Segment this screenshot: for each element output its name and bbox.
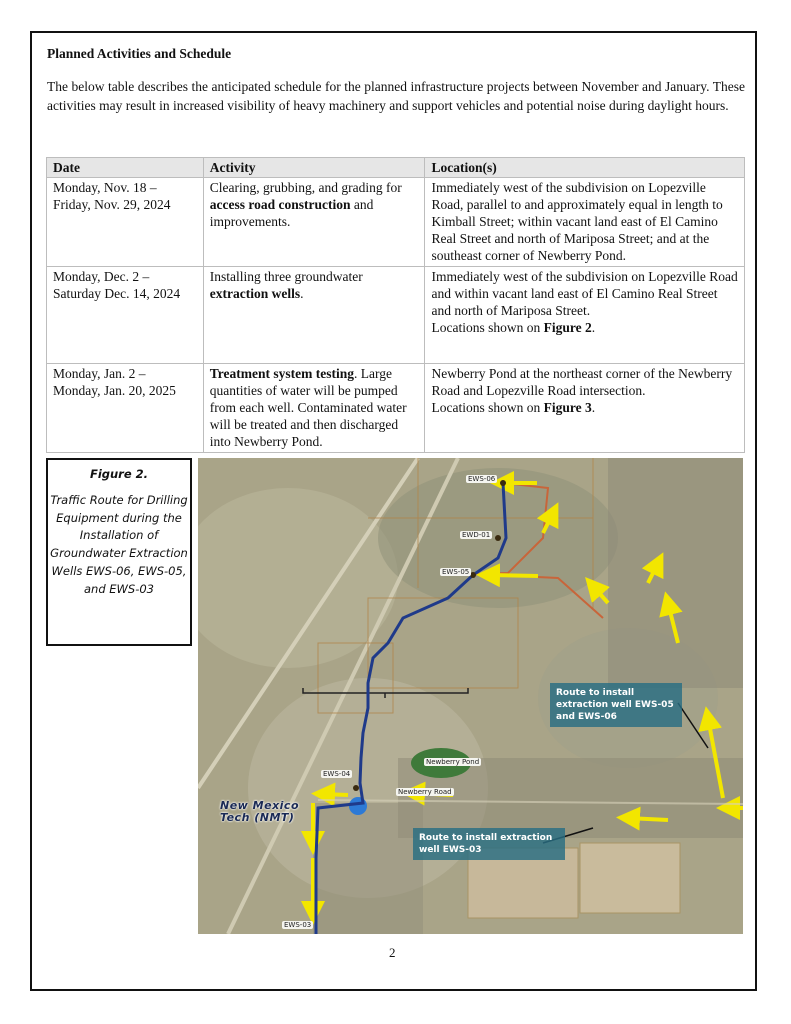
intro-paragraph: The below table describes the anticipated schedule for the planned infrastructure projects between November and January. These activities may result in increased visibility of heavy machinery and support vehicles and potential noise during daylight hours.	[47, 79, 745, 113]
table-header-row	[47, 158, 745, 178]
activity-cell: Treatment system testing. Large quantities of water will be pumped from each well. Contaminated water will be treated and then discharged into Newberry Pond.	[203, 364, 425, 453]
figure-reference: Figure 3	[543, 400, 592, 415]
figure-title: Figure 2.	[89, 467, 149, 481]
callout-route-ews-03: Route to install extraction well EWS-03	[413, 828, 565, 860]
figure-caption-box	[46, 458, 192, 646]
callout-route-ews-05-06: Route to install extraction well EWS-05 and EWS-06	[550, 683, 682, 727]
location-cell: Immediately west of the subdivision on Lopezville Road, parallel to and approximately equal in length to Kimball Street; within vacant land east of El Camino Real Street and north of Mariposa Street; and at the southeast corner of Newberry Pond.	[425, 178, 745, 267]
schedule-table	[46, 157, 745, 453]
label-ews-06: EWS-06	[468, 475, 496, 483]
label-nmt: New Mexico Tech (NMT)	[220, 799, 300, 824]
location-cell: Immediately west of the subdivision on Lopezville Road and within vacant land east of El Camino Real Street and north of Mariposa Street. Locations shown on Figure 2.	[425, 267, 745, 364]
figure-reference: Figure 2	[543, 320, 592, 335]
location-cell: Newberry Pond at the northeast corner of the Newberry Road and Lopezville Road intersection. Locations shown on Figure 3.	[425, 364, 745, 453]
label-ewd-01: EWD-01	[462, 531, 491, 539]
label-newberry-road: Newberry Road	[398, 788, 452, 796]
table-row	[47, 364, 745, 453]
label-ews-04: EWS-04	[323, 770, 351, 778]
section-heading: Planned Activities and Schedule	[47, 46, 232, 61]
header-locations: Location(s)	[425, 158, 745, 178]
table-row	[47, 178, 745, 267]
header-activity: Activity	[203, 158, 425, 178]
table-row	[47, 267, 745, 364]
activity-cell: Clearing, grubbing, and grading for access road construction and improvements.	[203, 178, 425, 267]
activity-cell: Installing three groundwater extraction wells.	[203, 267, 425, 364]
label-newberry-pond: Newberry Pond	[426, 758, 480, 766]
date-cell: Monday, Jan. 2 – Monday, Jan. 20, 2025	[47, 364, 204, 453]
figure-caption-text: Traffic Route for Drilling Equipment during the Installation of Groundwater Extraction Wells EWS-06, EWS-05, and EWS-03	[50, 492, 188, 596]
date-cell: Monday, Nov. 18 – Friday, Nov. 29, 2024	[47, 178, 204, 267]
page-number: 2	[389, 945, 396, 960]
label-ews-05: EWS-05	[442, 568, 470, 576]
label-ews-03: EWS-03	[284, 921, 312, 929]
aerial-map	[198, 458, 743, 934]
date-cell: Monday, Dec. 2 – Saturday Dec. 14, 2024	[47, 267, 204, 364]
header-date: Date	[47, 158, 204, 178]
